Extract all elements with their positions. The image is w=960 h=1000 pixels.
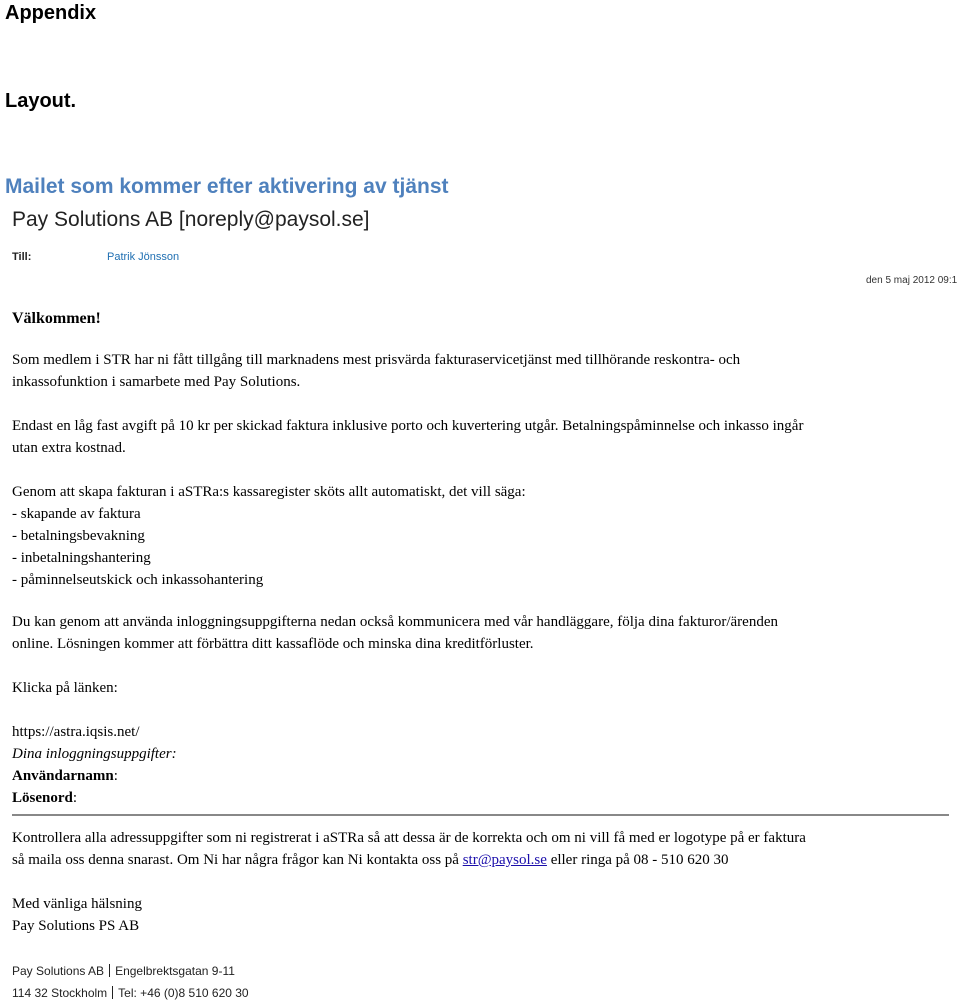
paragraph-line: Endast en låg fast avgift på 10 kr per skickad faktura inklusive porto och kuvertering utgår. Betalningspåminnelse och inkasso ingår [12,418,804,434]
paragraph-line: Kontrollera alla adressuppgifter som ni registrerat i aSTRa så att dessa är de korrekta och om ni vill få med er logotype på er faktura [12,830,806,846]
appendix-heading: Appendix [5,2,97,24]
signature-separator [109,964,110,977]
login-url[interactable]: https://astra.iqsis.net/ [12,724,140,740]
email-from: Pay Solutions AB [noreply@paysol.se] [12,208,370,231]
username-colon: : [113,768,118,784]
password-label: Lösenord [12,790,73,806]
list-item: - påminnelseutskick och inkassohantering [12,572,264,588]
username-label: Användarnamn [12,768,114,784]
credentials-intro: Dina inloggningsuppgifter: [12,746,177,762]
welcome-heading: Välkommen! [12,310,101,327]
paragraph-features [12,481,947,591]
section-heading: Mailet som kommer efter aktivering av tjänst [5,175,449,198]
paragraph-line: Du kan genom att använda inloggningsuppgifterna nedan också kommunicera med vår handläggare, följa dina fakturor/ärenden [12,614,778,630]
list-item: - skapande av faktura [12,506,141,522]
paragraph-line: utan extra kostnad. [12,440,126,456]
signature-street: Engelbrektsgatan 9-11 [115,964,235,978]
paragraph-click-link [12,677,947,699]
paragraph-line: Som medlem i STR har ni fått tillgång till marknadens mest prisvärda fakturaservicetjänst med tillhörande reskontra- och [12,352,741,368]
signature-line-1 [12,964,235,978]
signature-city: 114 32 Stockholm [12,986,108,1000]
divider [12,814,949,816]
password-row [12,787,947,809]
contact-text-post: eller ringa på 08 - 510 620 30 [546,852,729,868]
closing-block [12,893,947,937]
contact-text-pre: så maila oss denna snarast. Om Ni har några frågor kan Ni kontakta oss på [12,852,463,868]
email-to-recipient[interactable]: Patrik Jönsson [107,251,180,263]
signature-line-2 [12,986,249,1000]
paragraph-line: online. Lösningen kommer att förbättra ditt kassaflöde och minska dina kreditförluster. [12,636,534,652]
credentials-block [12,721,947,809]
signature-company: Pay Solutions AB [12,964,105,978]
closing-greeting: Med vänliga hälsning [12,896,142,912]
paragraph-line: Klicka på länken: [12,680,118,696]
paragraph-online [12,611,947,655]
email-date: den 5 maj 2012 09:1 [866,275,958,286]
paragraph-line: inkassofunktion i samarbete med Pay Solutions. [12,374,301,390]
paragraph-line [12,849,947,871]
email-to-label: Till: [12,251,32,263]
password-colon: : [72,790,78,806]
email-screenshot [0,200,960,1000]
paragraph-line: Genom att skapa fakturan i aSTRa:s kassaregister sköts allt automatiskt, det vill säga: [12,484,526,500]
paragraph-contact [12,827,947,871]
layout-heading: Layout. [5,90,77,112]
paragraph-membership [12,349,947,393]
list-item: - betalningsbevakning [12,528,145,544]
signature-phone: Tel: +46 (0)8 510 620 30 [118,986,249,1000]
contact-email-link[interactable]: str@paysol.se [462,852,547,868]
signature-separator [112,986,113,999]
paragraph-fee [12,415,947,459]
closing-company: Pay Solutions PS AB [12,918,140,934]
username-row [12,765,947,787]
list-item: - inbetalningshantering [12,550,151,566]
